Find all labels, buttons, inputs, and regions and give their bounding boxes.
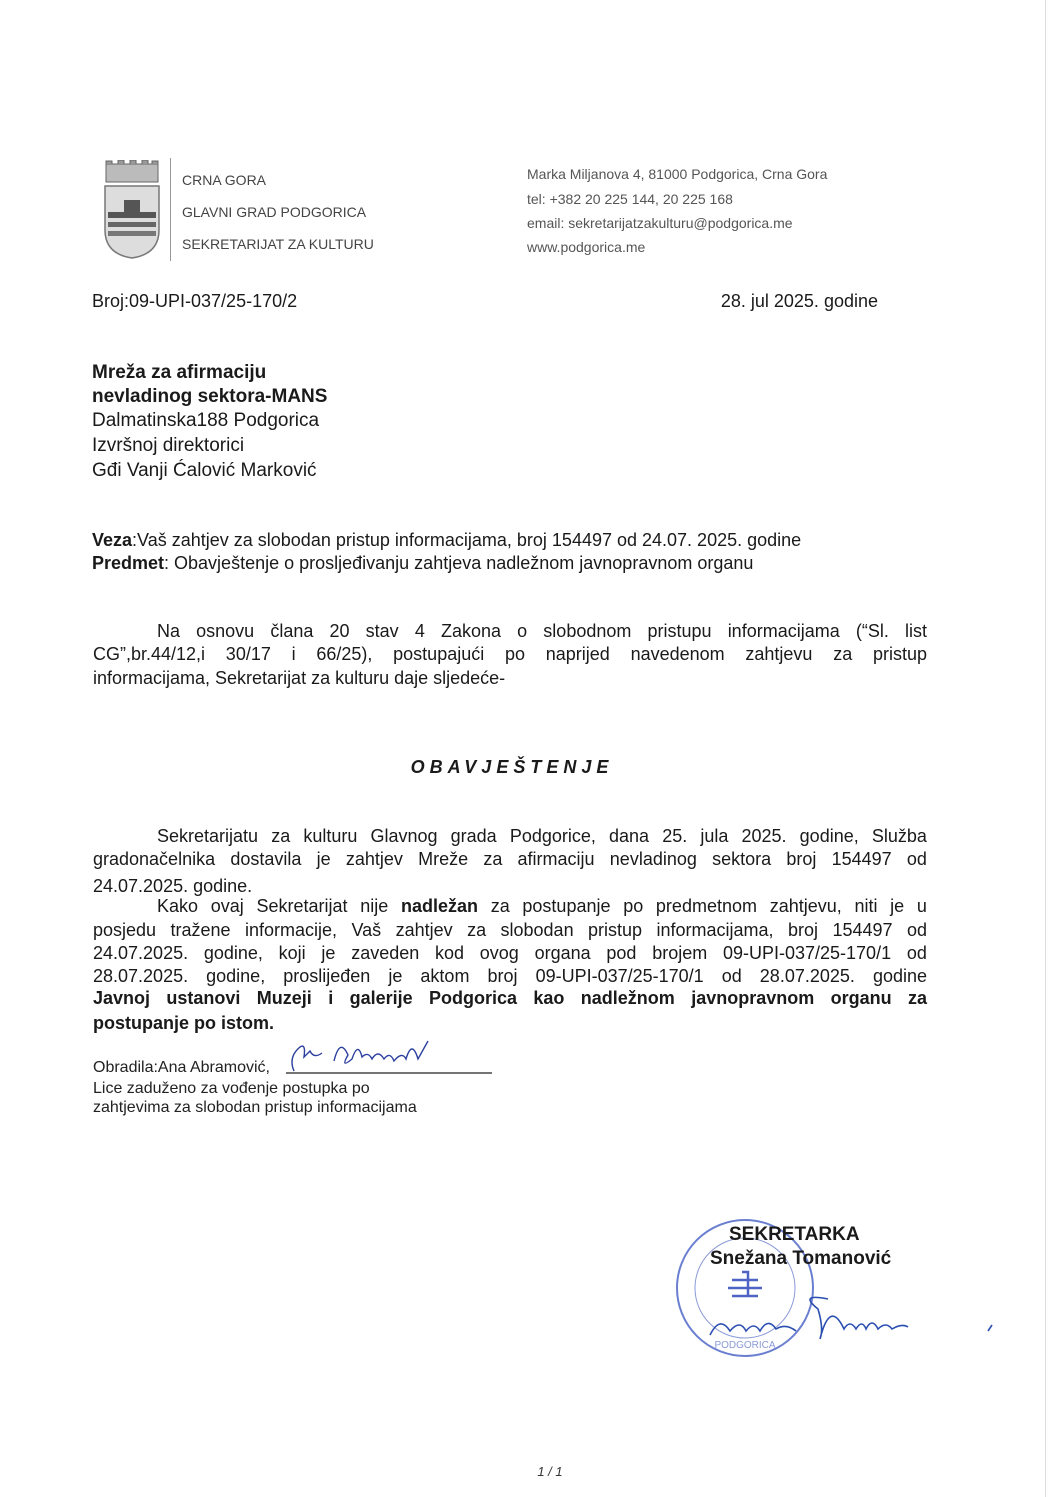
body-word: i [328, 988, 334, 1008]
body-word: predmetnom [655, 896, 757, 916]
predmet-line [92, 552, 753, 574]
body-word: Muzeji [256, 988, 312, 1008]
body-word: koji [278, 943, 306, 963]
body-word: je [316, 849, 331, 869]
body-word: postupanje [93, 1013, 190, 1033]
signatory-name: Snežana Tomanović [710, 1248, 892, 1269]
body-word: kulturu [303, 826, 358, 846]
veza-line [92, 529, 801, 551]
coat-of-arms-logo [102, 160, 162, 260]
body-word: javnopravnom [691, 988, 815, 1008]
letterhead-city: GLAVNI GRAD PODGORICA [182, 204, 367, 220]
handwritten-signature-processor [282, 1035, 494, 1077]
veza-label: Veza [92, 530, 133, 550]
letterhead-divider [170, 158, 171, 261]
body-word: galerije [349, 988, 413, 1008]
intro-line: Na osnovu člana 20 stav 4 Zakona o slobodnom pristupu informacijama (“Sl. list [157, 621, 927, 641]
body-word: je [388, 966, 403, 986]
body-word: 28.07.2025. [759, 966, 855, 986]
body-word: Služba [871, 826, 927, 846]
body-word: sektora [712, 849, 772, 869]
body-word: brojem [652, 943, 708, 963]
body-word: nadležnom [580, 988, 675, 1008]
recipient-line-1: Mreža za afirmaciju [92, 362, 267, 383]
document-date: 28. jul 2025. godine [720, 291, 878, 311]
signatory-title: SEKRETARKA [729, 1224, 860, 1245]
body-word: ovaj [210, 896, 244, 916]
body-word: kod [435, 943, 465, 963]
body-word: 24.07.2025. [93, 876, 189, 896]
intro-line: CG”,br.44/12,i 30/17 i 66/25), postupajući po naprijed navedenom zahtjevu za pristup [93, 644, 927, 664]
body-word: za [490, 896, 510, 916]
body-word: dana [609, 826, 650, 846]
body-word: broj [487, 966, 518, 986]
body-word: Podgorica [429, 988, 518, 1008]
body-word: postupanje [522, 896, 611, 916]
body-word: za [907, 988, 927, 1008]
body-word: je [890, 896, 905, 916]
body-line [157, 895, 927, 917]
body-word: od [721, 966, 742, 986]
body-word: aktom [420, 966, 470, 986]
notice-title: OBAVJEŠTENJE [410, 757, 614, 777]
body-word: posjedu [93, 920, 157, 940]
recipient-name: Gđi Vanji Ćalović Marković [92, 460, 317, 481]
body-word: je [321, 943, 336, 963]
body-word: nevladinog [609, 849, 697, 869]
body-word: nije [360, 896, 389, 916]
page-number: 1 / 1 [537, 1464, 563, 1479]
body-word: 25. [662, 826, 688, 846]
predmet-text: : Obavještenje o prosljeđivanju zahtjeva nadležnom javnopravnom organu [164, 553, 754, 573]
body-word: pod [606, 943, 637, 963]
recipient-address: Dalmatinska188 Podgorica [92, 410, 320, 431]
body-line [93, 987, 927, 1009]
body-word: niti [854, 896, 878, 916]
body-word: pristup [588, 920, 643, 940]
body-word: za [483, 849, 503, 869]
body-word: afirmaciju [517, 849, 595, 869]
body-line [93, 875, 927, 897]
body-word: za [271, 826, 291, 846]
body-word: proslijeđen [283, 966, 371, 986]
recipient-line-2: nevladinog sektora-MANS [92, 386, 328, 407]
reference-number: Broj:09-UPI-037/25-170/2 [92, 291, 298, 311]
body-line [93, 919, 927, 941]
letterhead-phone: tel: +382 20 225 144, 20 225 168 [527, 191, 733, 207]
body-word: 2025. [741, 826, 787, 846]
body-word: godine, [203, 943, 263, 963]
body-word: 154497 [832, 920, 893, 940]
body-word: zahtjevu, [769, 896, 842, 916]
body-word: po [623, 896, 644, 916]
body-word: jula [700, 826, 729, 846]
body-word: od [906, 849, 927, 869]
body-word: od [906, 920, 927, 940]
letterhead-website: www.podgorica.me [527, 239, 646, 255]
svg-text:PODGORICA: PODGORICA [714, 1340, 776, 1351]
handwritten-signature-secretary [700, 1285, 1000, 1345]
body-word: kao [533, 988, 565, 1008]
body-word: grada [450, 826, 497, 846]
body-line [157, 825, 927, 847]
body-word: ovog [479, 943, 519, 963]
body-word: broj [786, 849, 817, 869]
body-word: godine. [193, 876, 253, 896]
predmet-label: Predmet [92, 553, 165, 573]
body-word: gradonačelnika [93, 849, 216, 869]
recipient-role: Izvršnoj direktorici [92, 435, 245, 456]
body-word: Mreže [418, 849, 469, 869]
body-word: slobodan [500, 920, 574, 940]
body-line [93, 848, 927, 870]
body-word: informacije, [244, 920, 338, 940]
body-word: organu [830, 988, 892, 1008]
letterhead-address: Marka Miljanova 4, 81000 Podgorica, Crna Gora [527, 166, 828, 182]
body-word: 24.07.2025. [93, 943, 189, 963]
body-word: zaveden [351, 943, 420, 963]
body-word: Glavnog [370, 826, 438, 846]
body-word: godine, [206, 966, 266, 986]
body-word: Sekretarijat [256, 896, 348, 916]
body-word: Kako [157, 896, 199, 916]
body-word: 09-UPI-037/25-170/1 [722, 943, 892, 963]
body-word: godine, [799, 826, 859, 846]
body-line [93, 965, 927, 987]
body-word: 09-UPI-037/25-170/1 [535, 966, 704, 986]
body-word: ustanovi [166, 988, 241, 1008]
letterhead-department: SEKRETARIJAT ZA KULTURU [182, 236, 374, 252]
body-word: nadležan [400, 896, 478, 916]
body-word: Sekretarijatu [157, 826, 259, 846]
body-word: zahtjev [345, 849, 403, 869]
body-word: godine [872, 966, 927, 986]
body-word: po [194, 1013, 217, 1033]
body-word: broj [787, 920, 818, 940]
processed-by-role-1: Lice zaduženo za vođenje postupka po [93, 1080, 370, 1097]
body-word: organa [534, 943, 591, 963]
processed-by: Obradila:Ana Abramović, [93, 1059, 270, 1076]
body-word: dostavila [230, 849, 302, 869]
body-word: Podgorice, [509, 826, 596, 846]
body-word: Javnoj [93, 988, 151, 1008]
body-word: u [916, 896, 927, 916]
body-word: 154497 [831, 849, 892, 869]
veza-text: :Vaš zahtjev za slobodan pristup informacijama, broj 154497 od 24.07. 2025. godine [132, 530, 802, 550]
body-word: informacijama, [656, 920, 774, 940]
letterhead-email: email: sekretarijatzakulturu@podgorica.me [527, 215, 793, 231]
body-word: zahtjev [395, 920, 453, 940]
intro-line: informacijama, Sekretarijat za kulturu daje sljedeće- [93, 668, 506, 688]
body-line [93, 1012, 927, 1034]
body-word: od [906, 943, 927, 963]
body-word: tražene [170, 920, 231, 940]
body-word: Vaš [351, 920, 382, 940]
body-word: za [467, 920, 487, 940]
body-word: istom. [221, 1013, 275, 1033]
processed-by-role-2: zahtjevima za slobodan pristup informacijama [93, 1099, 417, 1116]
body-line [93, 942, 927, 964]
letterhead-country: CRNA GORA [182, 172, 267, 188]
body-word: 28.07.2025. [93, 966, 189, 986]
